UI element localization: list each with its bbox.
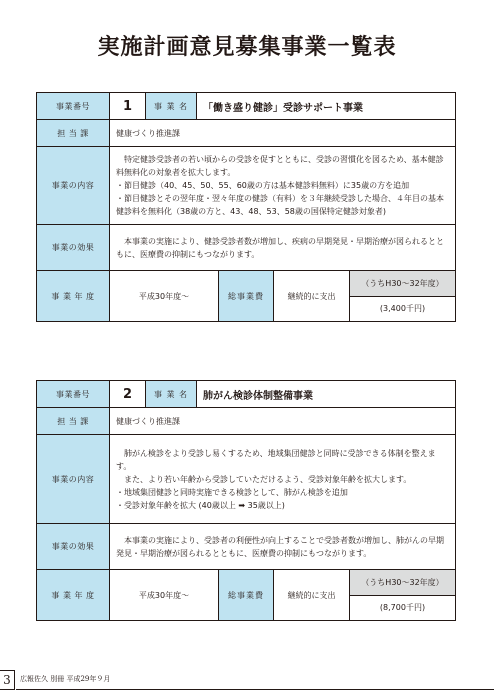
content-bullet: ・節目健診（40、45、50、55、60歳の方は基本健診料無料）に35歳の方を追加 [116, 181, 410, 190]
project-table [36, 92, 456, 322]
period-value: 平成30年度〜 [110, 570, 219, 620]
label-period: 事 業 年 度 [37, 570, 110, 620]
cost-amount: (3,400千円) [379, 304, 426, 314]
effect-row [37, 524, 455, 570]
cost-type: 継続的に支出 [274, 271, 350, 321]
footer-divider [16, 689, 494, 690]
dept-value: 健康づくり推進課 [116, 128, 180, 138]
project-name: 「働き盛り健診」受診サポート事業 [203, 102, 363, 114]
content-row [37, 147, 455, 225]
effect-paragraph: 本事業の実施により、健診受診者数が増加し、疾病の早期発見・早期治療が図られるとともに、医療費の抑制にもつながります。 [116, 236, 444, 259]
project-name: 肺がん検診体制整備事業 [203, 390, 313, 402]
content-text [110, 435, 455, 523]
content-bullet: ・地域集団健診と同時実施できる検診として、肺がん検診を追加 [116, 487, 348, 497]
period-row [37, 570, 455, 620]
label-cost: 総事業費 [219, 271, 274, 321]
project-header-row [37, 381, 455, 408]
project-table [36, 380, 456, 621]
label-cost: 総事業費 [219, 570, 274, 620]
effect-text [110, 225, 455, 270]
page-footer [0, 670, 494, 700]
content-bullet: ・受診対象年齢を拡大 (40歳以上 ➡ 35歳以上) [116, 500, 285, 510]
publication-info: 広報佐久 別冊 平成29年９月 [20, 675, 111, 683]
label-effect: 事業の効果 [37, 225, 110, 270]
cost-column [350, 271, 455, 321]
label-project-number: 事業番号 [37, 93, 110, 119]
cost-note: （うちH30〜32年度） [350, 271, 455, 297]
label-project-name: 事 業 名 [146, 93, 197, 119]
effect-paragraph: 本事業の実施により、受診者の利便性が向上することで受診者数が増加し、肺がんの早期発見・早期治療が図られるとともに、医療費の抑制にもつながります。 [116, 535, 444, 558]
dept-value: 健康づくり推進課 [116, 416, 180, 426]
content-bullet: ・節目健診とその翌年度・翌々年度の健診（有料）を３年継続受診した場合、４年目の基本健診料を無料化（38歳の方と、43、48、53、58歳の国保特定健診対象者) [116, 194, 444, 216]
dept-row [37, 408, 455, 435]
content-row [37, 435, 455, 524]
label-dept: 担 当 課 [37, 120, 110, 146]
cost-amount: (8,700千円) [379, 603, 426, 613]
label-effect: 事業の効果 [37, 524, 110, 569]
cost-note: （うちH30〜32年度） [350, 570, 455, 596]
project-header-row [37, 93, 455, 120]
project-number: 2 [110, 381, 146, 407]
dept-row [37, 120, 455, 147]
cost-column [350, 570, 455, 620]
effect-row [37, 225, 455, 271]
period-value: 平成30年度〜 [110, 271, 219, 321]
label-period: 事 業 年 度 [37, 271, 110, 321]
page-number: 3 [0, 670, 15, 690]
label-dept: 担 当 課 [37, 408, 110, 434]
content-paragraph: 肺がん検診をより受診し易くするため、地域集団健診と同時に受診できる体制を整えます。 [116, 448, 436, 471]
label-project-name: 事 業 名 [146, 381, 197, 407]
content-paragraph: 特定健診受診者の若い頃からの受診を促すとともに、受診の習慣化を図るため、基本健診料無料化の対象者を拡大します。 [116, 155, 444, 177]
label-content: 事業の内容 [37, 435, 110, 523]
content-text [110, 147, 455, 224]
period-row [37, 271, 455, 321]
page-title: 実施計画意見募集事業一覧表 [97, 35, 397, 60]
label-project-number: 事業番号 [37, 381, 110, 407]
content-paragraph: また、より若い年齢から受診していただけるよう、受診対象年齢を拡大します。 [124, 474, 412, 484]
label-content: 事業の内容 [37, 147, 110, 224]
effect-text [110, 524, 455, 569]
project-number: 1 [110, 93, 146, 119]
cost-type: 継続的に支出 [274, 570, 350, 620]
